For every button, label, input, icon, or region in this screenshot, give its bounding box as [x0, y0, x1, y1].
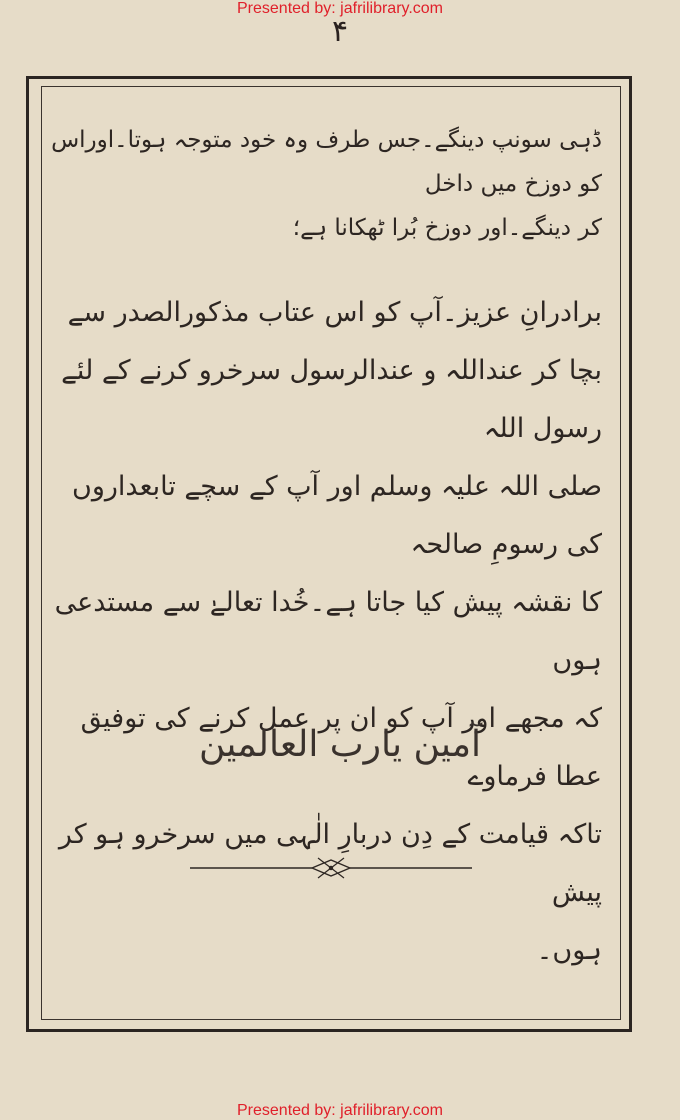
text-line: تاکہ قیامت کے دِن دربارِ الٰہی میں سرخرو ہو کر پیش — [58, 819, 602, 908]
text-line: کر دینگے۔اور دوزخ بُرا ٹھکانا ہے؛ — [292, 215, 602, 241]
text-line: برادرانِ عزیز۔آپ کو اس عتاب مذکورالصدر سے — [67, 297, 602, 328]
watermark-top: Presented by: jafrilibrary.com — [237, 0, 443, 17]
text-line: کہ مجھے اور آپ کو ان پر عمل کرنے کی توفیق عطا فرماوے — [80, 703, 602, 792]
text-line: ڈہی سونپ دینگے۔جس طرف وہ خود متوجہ ہوتا۔اوراس کو دوزخ میں داخل — [51, 127, 602, 197]
text-line: کا نقشہ پیش کیا جاتا ہے۔خُدا تعالےٰ سے مستدعی ہوں — [54, 587, 602, 676]
text-line: ہوں۔ — [536, 935, 602, 966]
page-number: ۴ — [331, 14, 349, 49]
body-text — [50, 118, 602, 980]
paragraph-1 — [50, 118, 602, 250]
text-line: بچا کر عنداللہ و عندالرسول سرخرو کرنے کے لئے رسول اللہ — [61, 355, 602, 444]
text-line: صلی اللہ علیہ وسلم اور آپ کے سچے تابعداروں کی رسومِ صالحہ — [71, 471, 602, 560]
watermark-bottom: Presented by: jafrilibrary.com — [237, 1102, 443, 1119]
closing-invocation: آمین یارب العالمین — [198, 724, 482, 765]
divider-ornament-icon — [190, 853, 472, 883]
